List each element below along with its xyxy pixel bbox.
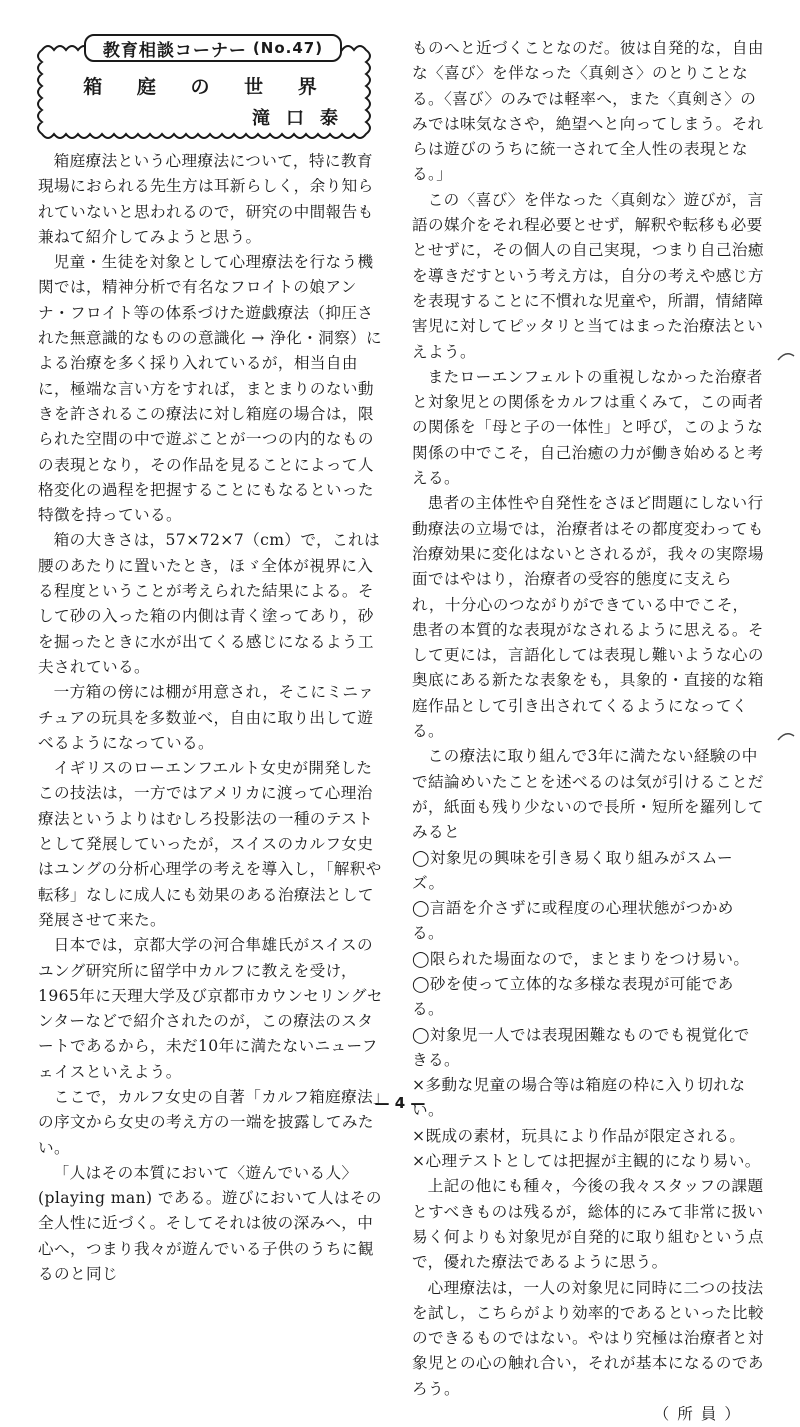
paragraph: 児童・生徒を対象として心理療法を行なう機関では，精神分析で有名なフロイトの娘アンナ・フロイト等の体系づけた遊戯療法（抑圧された無意識的なものの意識化 → 浄化・洞察）による治療を多く採り入れているが，相当自由に，極端な言い方をすれば，まとまりのない動きを許されるこの療法に対し箱庭の場合は，限られた空間の中で遊ぶことが一つの内的なものの表現となり，その作品を見ることによって人格変化の過程を把握することにもなるといった特徴を持っている。 [38, 253, 383, 525]
signature: （所員） [653, 1405, 748, 1424]
paragraph: ここで，カルフ女史の自著「カルフ箱庭療法」の序文から女史の考え方の一端を披露してみたい。 [38, 1087, 382, 1157]
list-item: ◯対象児の興味を引き易く取り組みがスムーズ。 [412, 848, 733, 892]
list-item: ◯対象児一人では表現困難なものでも視覚化できる。 [412, 1025, 750, 1069]
quote-continuation: ものへと近づくことなのだ。彼は自発的な，自由な〈喜び〉を伴なった〈真剣さ〉のとりことなる。〈喜び〉のみでは軽率へ，また〈真剣さ〉のみでは味気なさや，絶望へと向ってしまう。それらは遊びのうちに統一されて全人性の表現となる。」 [412, 39, 764, 184]
article-title: 箱 庭 の 世 界 [83, 76, 331, 98]
quote-paragraph: 「人はその本質において〈遊んでいる人〉(playing man) である。遊びにおいて人はその全人性に近づく。そしてそれは彼の深みへ，中心へ，つまり我々が遊んでいる子供のうちに観るのと同じ [38, 1163, 382, 1284]
paragraph: またローエンフェルトの重視しなかった治療者と対象児との関係をカルフは重くみて，この両者の関係を「母と子の一体性」と呼び，このような関係の中でこそ，自己治癒の力が働き始めると考える。 [412, 367, 764, 488]
paragraph: 一方箱の傍には棚が用意され，そこにミニァチュアの玩具を多数並べ，自由に取り出して遊べるようになっている。 [38, 683, 375, 752]
margin-mark [776, 350, 796, 362]
corner-label: 教育相談コーナー [102, 40, 247, 61]
paragraph: 箱の大きさは，57×72×7（cm）で，これは腰のあたりに置いたとき，ほゞ全体が視界に入る程度ということが考えられた結果による。そして砂の入った箱の内側は青く塗ってあり，砂を掘ったときに水が出てくる感じになるよう工夫されている。 [38, 531, 381, 676]
paragraph: この〈喜び〉を伴なった〈真剣な〉遊びが，言語の媒介をそれ程必要とせず，解釈や転移も必要とせずに，その個人の自己実現，つまり自己治癒を導きだすという考え方は，自分の考えや感じ方を表現することに不慣れな児童や，所謂，情緒障害児に対してピッタリと当てはまった治療法といえよう。 [412, 190, 764, 361]
paragraph: 日本では，京都大学の河合隼雄氏がスイスのユング研究所に留学中カルフに教えを受け，1965年に天理大学及び京都市カウンセリングセンターなどで紹介されたのが，この療法のスタートであるから，未だ10年に満たないニューフェイスといえよう。 [38, 936, 383, 1081]
corner-number: (No.47) [252, 39, 324, 57]
paragraph: 箱庭療法という心理療法について，特に教育現場におられる先生方は耳新らしく，余り知られていないと思われるので，研究の中間報告も兼ねて紹介してみようと思う。 [38, 152, 374, 246]
author-name: 滝口泰 [252, 108, 354, 129]
right-column [412, 36, 764, 1427]
list-item: ◯砂を使って立体的な多様な表現が可能である。 [412, 974, 734, 1019]
paragraph: 患者の主体性や自発性をさほど問題にしない行動療法の立場では，治療者はその都度変わっても治療効果に変化はないとされるが，我々の実際場面ではやはり，治療者の受容的態度に支えられ，十分心のつながりができている中でこそ，患者の本質的な表現がなされるように思える。そして更には，言語化しては表現し難いような心の奥底にある新たな表象をも，具象的・直接的な箱庭作品として引き出されてくるようになってくる。 [412, 494, 764, 741]
list-item: ×心理テストとしては把握が主観的になり易い。 [412, 1152, 761, 1171]
margin-mark [776, 730, 796, 742]
paragraph: 上記の他にも種々，今後の我々スタッフの課題とすべきものは残るが，総体的にみて非常に扱い易く何よりも対象児が自発的に取り組むという点で，優れた療法であるように思う。 [412, 1177, 764, 1272]
left-column [38, 149, 388, 1287]
corner-title [84, 34, 342, 62]
page-number: — 4 — [374, 1094, 426, 1112]
paragraph: この療法に取り組んで3年に満たない経験の中で結論めいたことを述べるのは気が引けることだが，紙面も残り少ないので長所・短所を羅列してみると [412, 747, 764, 842]
list-item: ×多動な児童の場合等は箱庭の枠に入り切れない。 [412, 1076, 746, 1120]
list-item: ◯言語を介さずに或程度の心理状態がつかめる。 [412, 899, 734, 943]
paragraph: イギリスのローエンフエルト女史が開発したこの技法は，一方ではアメリカに渡って心理治療法というよりはむしろ投影法の一種のテストとして発展していったが，スイスのカルフ女史はユングの分析心理学の考えを導入し，「解釈や転移」なしに成人にも効果のある治療法として発展させて来た。 [38, 759, 382, 929]
paragraph: 心理療法は，一人の対象児に同時に二つの技法を試し，こちらがより効率的であるといった比較のできるものではない。やはり究極は治療者と対象児との心の触れ合い，それが基本になるのであろう。 [412, 1278, 764, 1398]
list-item: ◯限られた場面なので，まとまりをつけ易い。 [412, 949, 750, 968]
list-item: ×既成の素材，玩具により作品が限定される。 [412, 1126, 746, 1145]
